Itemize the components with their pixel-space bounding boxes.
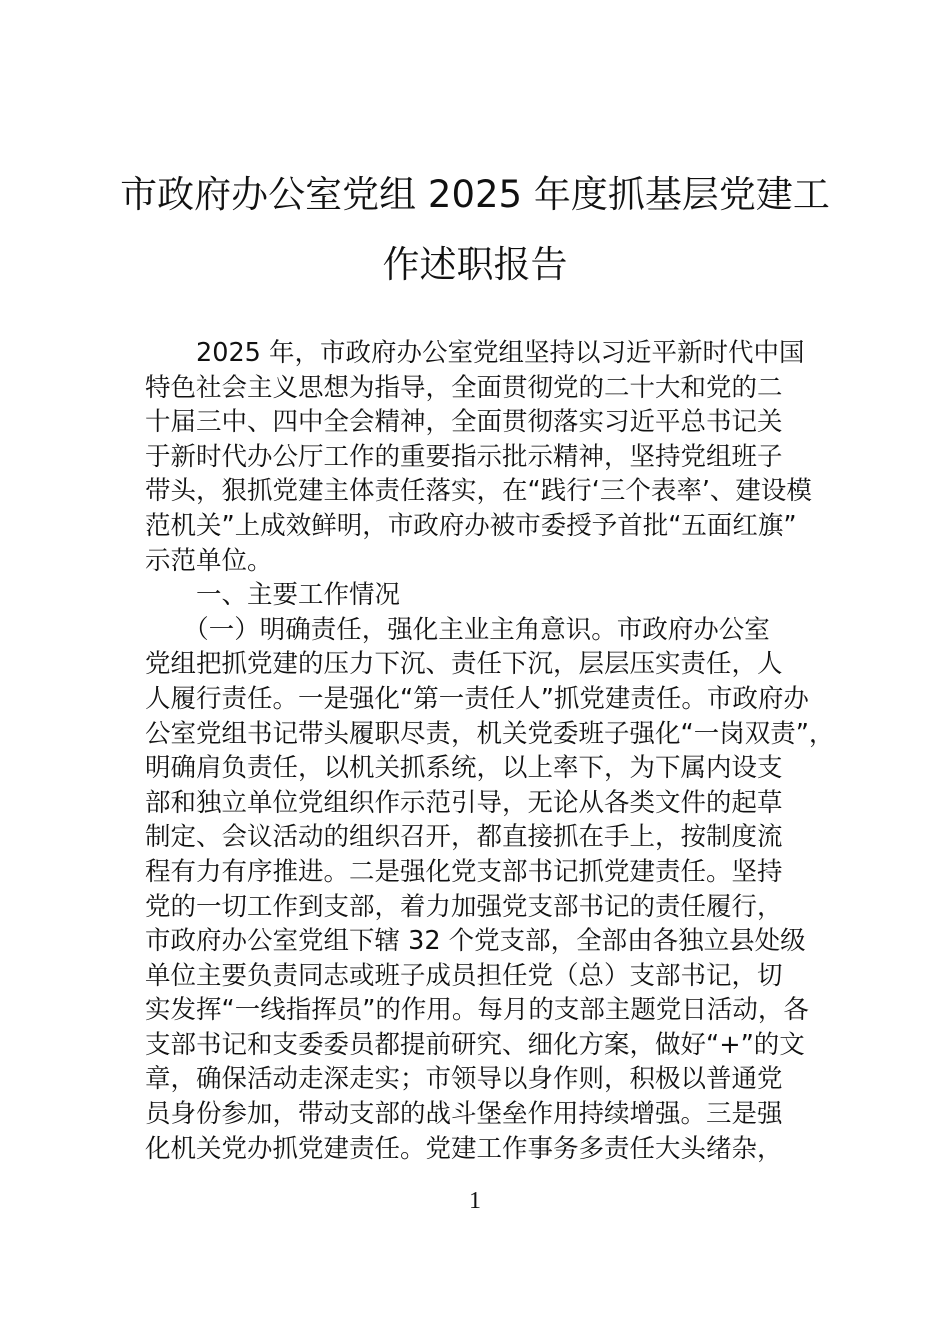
body-line: 实发挥“一线指挥员”的作用。每月的支部主题党日活动，各 (145, 995, 809, 1026)
body-line: 于新时代办公厅工作的重要指示批示精神，坚持党组班子 (145, 441, 783, 472)
body-line: 公室党组书记带头履职尽责，机关党委班子强化“一岗双责”， (145, 718, 835, 749)
body-line: 带头，狠抓党建主体责任落实，在“践行‘三个表率’、建设模 (145, 476, 812, 507)
body-line: 单位主要负责同志或班子成员担任党（总）支部书记，切 (145, 960, 783, 991)
body-line: 部和独立单位党组织作示范引导，无论从各类文件的起草 (145, 787, 783, 818)
body-line: 支部书记和支委委员都提前研究、细化方案，做好“+”的文 (145, 1029, 805, 1060)
body-line: 章，确保活动走深走实；市领导以身作则，积极以普通党 (145, 1064, 783, 1095)
subsection-heading: （一）明确责任，强化主业主角意识。市政府办公室 (145, 614, 770, 645)
body-line: 市政府办公室党组下辖 32 个党支部，全部由各独立县处级 (145, 926, 806, 957)
body-line: 范机关”上成效鲜明，市政府办被市委授予首批“五面红旗” (145, 510, 797, 541)
document-title-line-2: 作述职报告 (382, 243, 568, 286)
document-title-line-1: 市政府办公室党组 2025 年度抓基层党建工 (120, 173, 830, 216)
body-line: 化机关党办抓党建责任。党建工作事务多责任大头绪杂， (145, 1133, 783, 1164)
body-line: 十届三中、四中全会精神，全面贯彻落实习近平总书记关 (145, 407, 783, 438)
body-line: 明确肩负责任，以机关抓系统，以上率下，为下属内设支 (145, 753, 783, 784)
document-body (145, 336, 845, 1166)
body-line: 特色社会主义思想为指导，全面贯彻党的二十大和党的二 (145, 372, 783, 403)
body-line: 党的一切工作到支部，着力加强党支部书记的责任履行， (145, 891, 783, 922)
section-heading: 一、主要工作情况 (145, 580, 401, 611)
page-number: 1 (469, 1188, 481, 1214)
body-line: 程有力有序推进。二是强化党支部书记抓党建责任。坚持 (145, 856, 783, 887)
body-line: 人履行责任。一是强化“第一责任人”抓党建责任。市政府办 (145, 683, 809, 714)
body-line: 制定、会议活动的组织召开，都直接抓在手上，按制度流 (145, 822, 783, 853)
body-line: 示范单位。 (145, 545, 273, 576)
body-line: 党组把抓党建的压力下沉、责任下沉，层层压实责任，人 (145, 649, 783, 680)
body-line: 2025 年，市政府办公室党组坚持以习近平新时代中国 (145, 338, 805, 368)
body-line: 员身份参加，带动支部的战斗堡垒作用持续增强。三是强 (145, 1099, 783, 1130)
